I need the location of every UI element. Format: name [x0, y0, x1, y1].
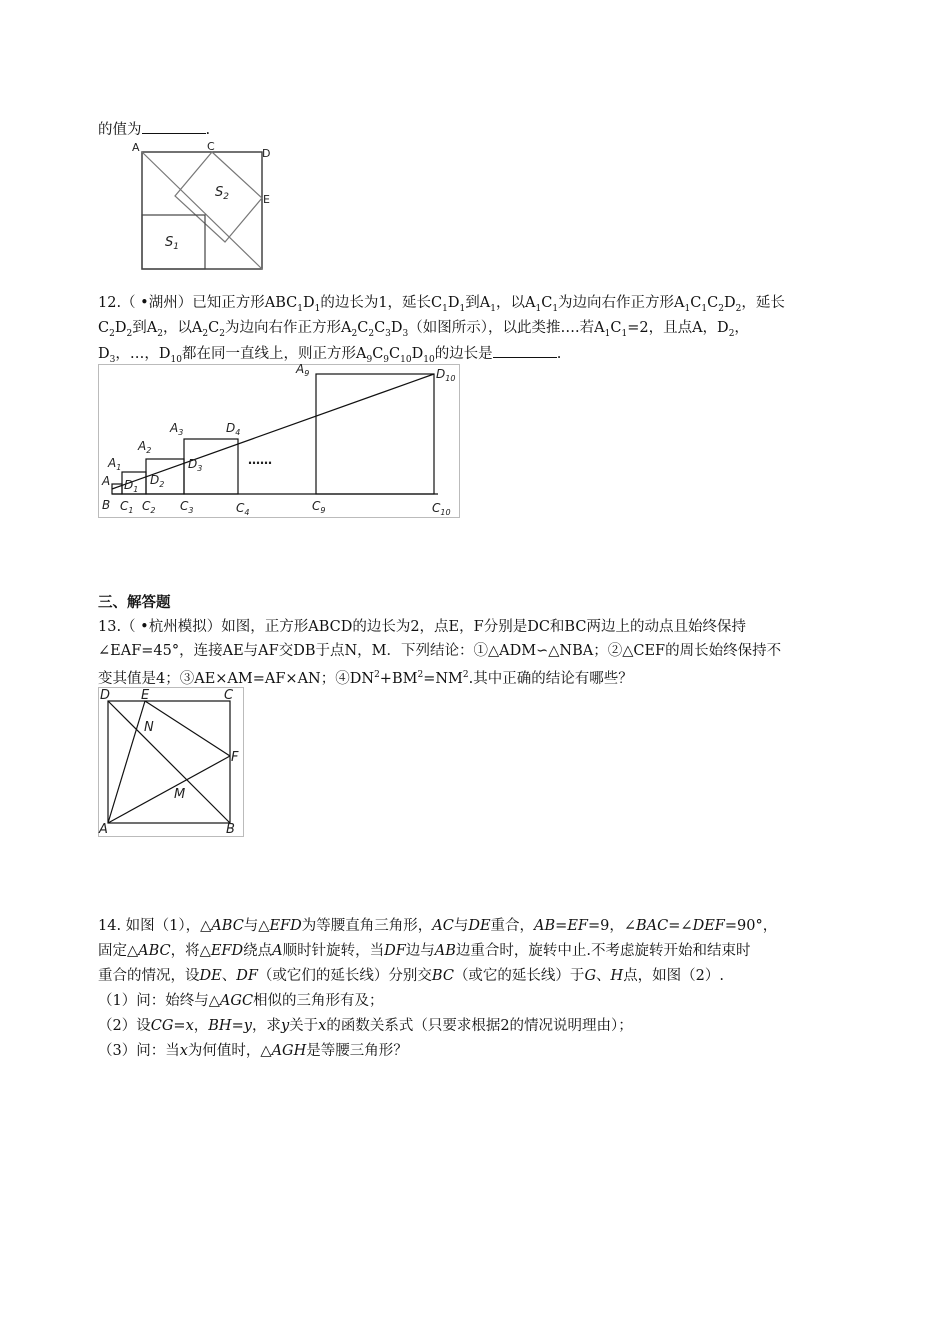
q12-label-C1: $C_1$ — [120, 499, 134, 515]
q12-ellipsis: …… — [248, 453, 272, 467]
q13-segment-AF — [108, 756, 230, 823]
q12-label-C3: $C_3$ — [180, 499, 194, 515]
q13-label-M: M — [174, 787, 186, 802]
q14-sub-3: （3）问：当x为何值时，△AGH是等腰三角形？ — [98, 1043, 408, 1059]
q13-label-E: E — [141, 688, 150, 703]
q11-answer-line — [98, 119, 210, 140]
q13-label-N: N — [144, 720, 154, 735]
q12-label-D4: $D_4$ — [226, 421, 241, 437]
q12-label-C2: $C_2$ — [142, 499, 156, 515]
q12-label-A1: $A_1$ — [108, 456, 122, 472]
q12-label-A3: $A_3$ — [170, 421, 184, 437]
q13-segment-EF — [145, 701, 230, 756]
q12-label-C4: $C_4$ — [236, 501, 250, 517]
q12-label-A: A — [102, 474, 111, 488]
q13-label-C: C — [224, 688, 234, 703]
q13-label-B: B — [226, 822, 235, 837]
q12-label-D1: $D_1$ — [124, 478, 139, 494]
q12-label-D2: $D_2$ — [150, 473, 165, 489]
q13-line-2: ∠EAF=45°，连接AE与AF交DB于点N，M．下列结论：①△ADM∽△NBA；②△CEF的周长始终保持不 — [98, 643, 782, 659]
q13-line-1: 13.（ •杭州模拟）如图，正方形ABCD的边长为2，点E，F分别是DC和BC两边上的动点且始终保持 — [98, 619, 746, 635]
q12-label-B: B — [102, 498, 111, 512]
q11-label-C: C — [207, 140, 215, 153]
q11-label-A: A — [132, 141, 140, 154]
q11-tail-text: 的值为 — [98, 122, 142, 138]
q11-figure — [125, 138, 285, 278]
q13-label-D: D — [100, 688, 111, 703]
q14-sub-2: （2）设CG=x，BH=y，求y关于x的函数关系式（只要求根据2的情况说明理由）； — [98, 1018, 633, 1034]
q11-answer-blank[interactable] — [142, 119, 206, 134]
q12-line-A-D10 — [112, 374, 434, 489]
q11-label-E: E — [263, 193, 270, 206]
q12-label-A2: $A_2$ — [138, 439, 152, 455]
q11-diagonal — [142, 152, 262, 269]
q14-sub-1: （1）问：始终与△AGC相似的三角形有及； — [98, 993, 384, 1009]
q12-label-D10: $D_{10}$ — [436, 367, 456, 383]
q13-figure — [98, 687, 244, 837]
q12-label-C9: $C_9$ — [312, 499, 326, 515]
q12-square-9 — [316, 374, 434, 494]
q12-answer-blank[interactable] — [493, 343, 557, 358]
q11-label-D: D — [262, 147, 271, 160]
q14-line-1: 14. 如图（1），△ABC与△EFD为等腰直角三角形，AC与DE重合，AB=EF=9，∠BAC=∠DEF=90°， — [98, 918, 778, 934]
q12-line-3: $D_3$，…，$D_{10}$都在同一直线上，则正方形$A_9C_9C_{10}D_{10}$的边长是 . — [98, 343, 561, 370]
q12-line-2: $C_2D_2$到$A_2$，以$A_2C_2$为边向右作正方形$A_2C_2C_3D_3$（如图所示），以此类推….若$A_1C_1=2$，且点A，$D_2$， — [98, 320, 749, 339]
q13-label-F: F — [231, 750, 239, 765]
q14-line-3: 重合的情况，设DE、DF（或它们的延长线）分别交BC（或它的延长线）于G、H点，如图（2）. — [98, 968, 725, 984]
q12-label-A9: $A_9$ — [296, 362, 310, 378]
section-heading: 三、解答题 — [98, 595, 171, 611]
q12-figure — [98, 364, 460, 518]
q14-line-2: 固定△ABC，将△EFD绕点A顺时针旋转，当DF边与AB边重合时，旋转中止.不考虑旋转开始和结束时 — [98, 943, 751, 959]
q11-label-S1: $S_1$ — [165, 235, 179, 252]
q11-label-S2: $S_2$ — [215, 185, 229, 202]
q13-label-A: A — [99, 822, 108, 837]
q12-line-1: 12.（ •湖州）已知正方形$ABC_1D_1$的边长为1，延长$C_1D_1$到$A_1$，以$A_1C_1$为边向右作正方形$A_1C_1C_2D_2$，延长 — [98, 295, 785, 314]
q13-line-3: 变其值是4；③AE×AM=AF×AN；$④DN^2+BM^2=NM^2$.其中正确的结论有哪些？ — [98, 670, 633, 687]
q12-label-D3: $D_3$ — [188, 457, 203, 473]
q11-tail-end: . — [205, 122, 211, 138]
q12-label-C10: $C_{10}$ — [432, 501, 451, 517]
